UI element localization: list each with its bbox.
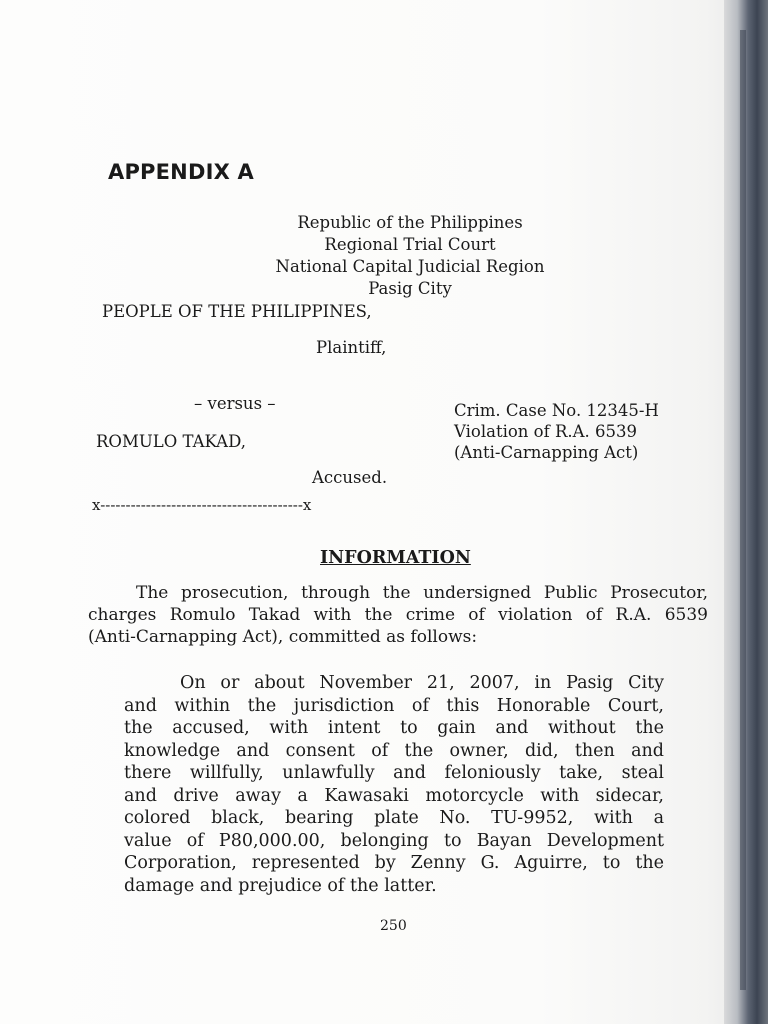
body-line: colored black, bearing plate No. TU-9952, with a <box>124 808 664 828</box>
body-line: there willfully, unlawfully and feloniously take, steal <box>124 763 664 783</box>
caption-divider: x----------------------------------------x <box>92 496 312 514</box>
case-violation: Violation of R.A. 6539 <box>454 422 638 441</box>
caption-line-region: National Capital Judicial Region <box>275 257 545 276</box>
body-line: knowledge and consent of the owner, did, then and <box>124 740 664 761</box>
body-line: and within the jurisdiction of this Honorable Court, <box>124 695 664 716</box>
body-line: the accused, with intent to gain and without the <box>124 718 664 738</box>
caption-line-republic: Republic of the Philippines <box>297 213 523 232</box>
court-caption <box>250 212 570 300</box>
accused-name: ROMULO TAKAD, <box>96 432 246 451</box>
intro-line: The prosecution, through the undersigned Public Prosecutor, <box>136 583 708 603</box>
caption-line-court: Regional Trial Court <box>324 235 496 254</box>
case-info <box>454 400 659 463</box>
book-spine-edge <box>724 0 768 1024</box>
body-line: damage and prejudice of the latter. <box>124 875 437 896</box>
information-intro <box>88 582 708 648</box>
plaintiff-role: Plaintiff, <box>316 338 387 357</box>
accused-role: Accused. <box>312 468 388 487</box>
information-heading: INFORMATION <box>320 548 471 568</box>
plaintiff-name: PEOPLE OF THE PHILIPPINES, <box>102 302 372 321</box>
intro-line: (Anti-Carnapping Act), committed as follows: <box>88 627 478 647</box>
body-line: and drive away a Kawasaki motorcycle with sidecar, <box>124 785 664 806</box>
versus-label: – versus – <box>194 394 276 413</box>
page-number: 250 <box>380 918 407 934</box>
information-body <box>124 672 664 897</box>
body-line: On or about November 21, 2007, in Pasig City <box>180 673 664 693</box>
case-number: Crim. Case No. 12345-H <box>454 401 659 420</box>
body-line: Corporation, represented by Zenny G. Aguirre, to the <box>124 853 664 873</box>
appendix-title: APPENDIX A <box>108 160 254 184</box>
spine-shadow <box>740 30 746 990</box>
case-act-name: (Anti-Carnapping Act) <box>454 443 639 462</box>
intro-line: charges Romulo Takad with the crime of violation of R.A. 6539 <box>88 605 708 625</box>
caption-line-city: Pasig City <box>368 279 452 298</box>
body-line: value of P80,000.00, belonging to Bayan Development <box>124 830 664 851</box>
